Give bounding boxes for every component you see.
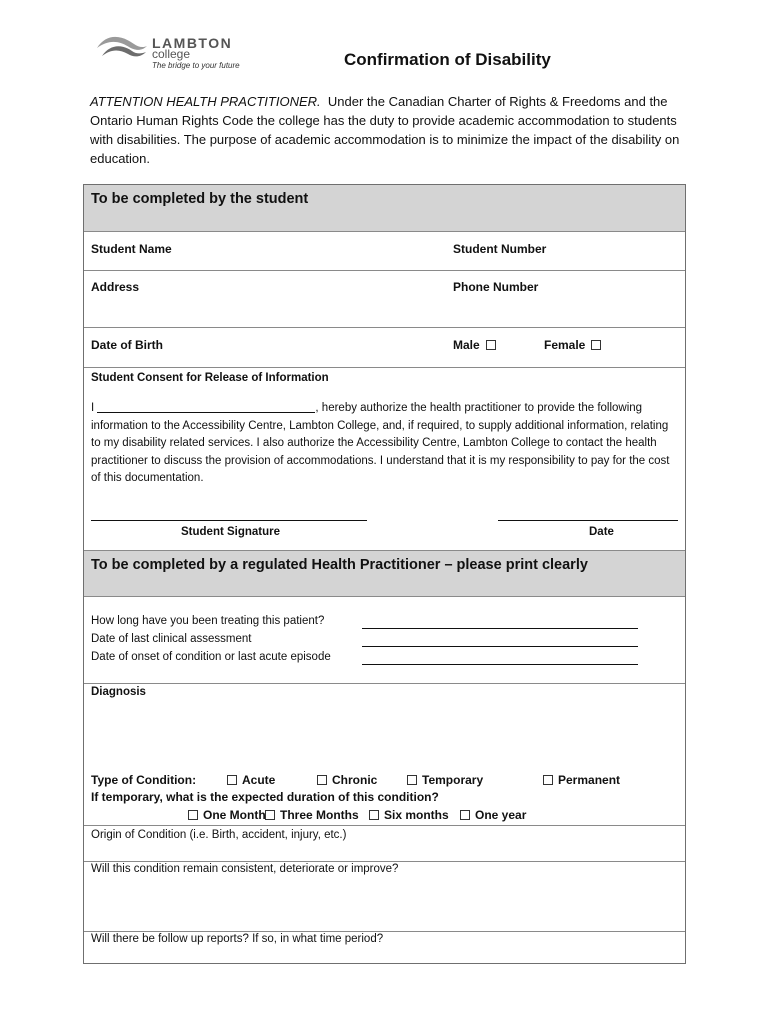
diagnosis-row (84, 683, 685, 825)
onset-question: Date of onset of condition or last acute episode (91, 651, 331, 663)
origin-question: Origin of Condition (i.e. Birth, accident, injury, etc.) (91, 829, 347, 841)
logo-subname: college (152, 47, 191, 61)
one-year-checkbox[interactable] (460, 810, 470, 820)
phone-number-label: Phone Number (453, 280, 539, 294)
three-months-checkbox[interactable] (265, 810, 275, 820)
one-month-checkbox[interactable] (188, 810, 198, 820)
logo-tagline: The bridge to your future (152, 61, 240, 70)
duration-option-one-year (460, 808, 526, 822)
temporary-label: Temporary (422, 773, 484, 787)
college-logo (96, 32, 276, 74)
consent-name-field[interactable] (97, 400, 315, 413)
student-section-header (84, 185, 685, 231)
address-phone-row (84, 270, 685, 327)
student-section-heading: To be completed by the student (91, 191, 309, 207)
diagnosis-label: Diagnosis (91, 686, 146, 698)
one-year-label: One year (475, 808, 527, 822)
female-checkbox[interactable] (591, 340, 601, 350)
name-number-row (84, 231, 685, 270)
duration-option-six-months (369, 808, 449, 822)
six-months-checkbox[interactable] (369, 810, 379, 820)
treating-answer-line[interactable] (362, 628, 638, 629)
last-assessment-answer-line[interactable] (362, 646, 638, 647)
follow-up-row (84, 931, 685, 964)
intro-body: Under the Canadian Charter of Rights & Freedoms and the Ontario Human Rights Code the college has the duty to provide academic accommodation to students with disabilities. The purpose of academic accommodation is to minimize the impact of the disability on education. (90, 94, 680, 166)
date-label: Date (589, 526, 614, 538)
student-name-label: Student Name (91, 242, 172, 256)
logo-name: LAMBTON (152, 35, 233, 51)
student-number-label: Student Number (453, 242, 547, 256)
male-checkbox[interactable] (486, 340, 496, 350)
date-line[interactable] (498, 520, 678, 521)
bridge-logo-icon (96, 34, 148, 58)
dob-label: Date of Birth (91, 338, 163, 352)
consent-text: , hereby authorize the health practitioner to provide the following information to the Accessibility Centre, Lambton College, and, if required, to supply additional information, relating to my disability related services. I also authorize the Accessibility Centre, Lambton College to contact the health practitioner to discuss the provision of accommodations. I understand that it is my responsibility to pay for the cost of this documentation. (91, 402, 670, 484)
intro-lead: ATTENTION HEALTH PRACTITIONER. (90, 94, 321, 109)
treatment-dates-row (84, 596, 685, 683)
three-months-label: Three Months (280, 808, 359, 822)
chronic-checkbox[interactable] (317, 775, 327, 785)
intro-paragraph (90, 92, 690, 168)
last-assessment-question: Date of last clinical assessment (91, 633, 252, 645)
dob-gender-row (84, 327, 685, 367)
type-option-temporary (407, 773, 483, 787)
practitioner-section-heading: To be completed by a regulated Health Practitioner – please print clearly (91, 557, 588, 573)
consent-i: I (91, 402, 95, 414)
type-option-acute (227, 773, 275, 787)
origin-row (84, 825, 685, 861)
six-months-label: Six months (384, 808, 449, 822)
permanent-label: Permanent (558, 773, 621, 787)
chronic-label: Chronic (332, 773, 378, 787)
one-month-label: One Month (203, 808, 266, 822)
type-option-chronic (317, 773, 377, 787)
follow-up-question: Will there be follow up reports? If so, in what time period? (91, 933, 384, 945)
practitioner-section-header (84, 550, 685, 596)
signature-line[interactable] (91, 520, 367, 521)
acute-label: Acute (242, 773, 276, 787)
signature-label: Student Signature (181, 526, 281, 538)
male-label: Male (453, 338, 480, 352)
male-option (453, 338, 496, 352)
document-title: Confirmation of Disability (344, 50, 551, 69)
consistency-row (84, 861, 685, 931)
female-label: Female (544, 338, 586, 352)
female-option (544, 338, 601, 352)
duration-option-three-months (265, 808, 359, 822)
disability-form (83, 184, 686, 964)
permanent-checkbox[interactable] (543, 775, 553, 785)
acute-checkbox[interactable] (227, 775, 237, 785)
treating-question: How long have you been treating this patient? (91, 615, 325, 627)
consent-row (84, 367, 685, 550)
onset-answer-line[interactable] (362, 664, 638, 665)
duration-question: If temporary, what is the expected duration of this condition? (91, 790, 439, 804)
temporary-checkbox[interactable] (407, 775, 417, 785)
consent-title: Student Consent for Release of Information (91, 372, 329, 384)
consent-paragraph (91, 400, 671, 488)
type-option-permanent (543, 773, 620, 787)
consistency-question: Will this condition remain consistent, deteriorate or improve? (91, 863, 399, 875)
duration-option-one-month (188, 808, 266, 822)
address-label: Address (91, 280, 140, 294)
type-of-condition-label: Type of Condition: (91, 773, 197, 787)
